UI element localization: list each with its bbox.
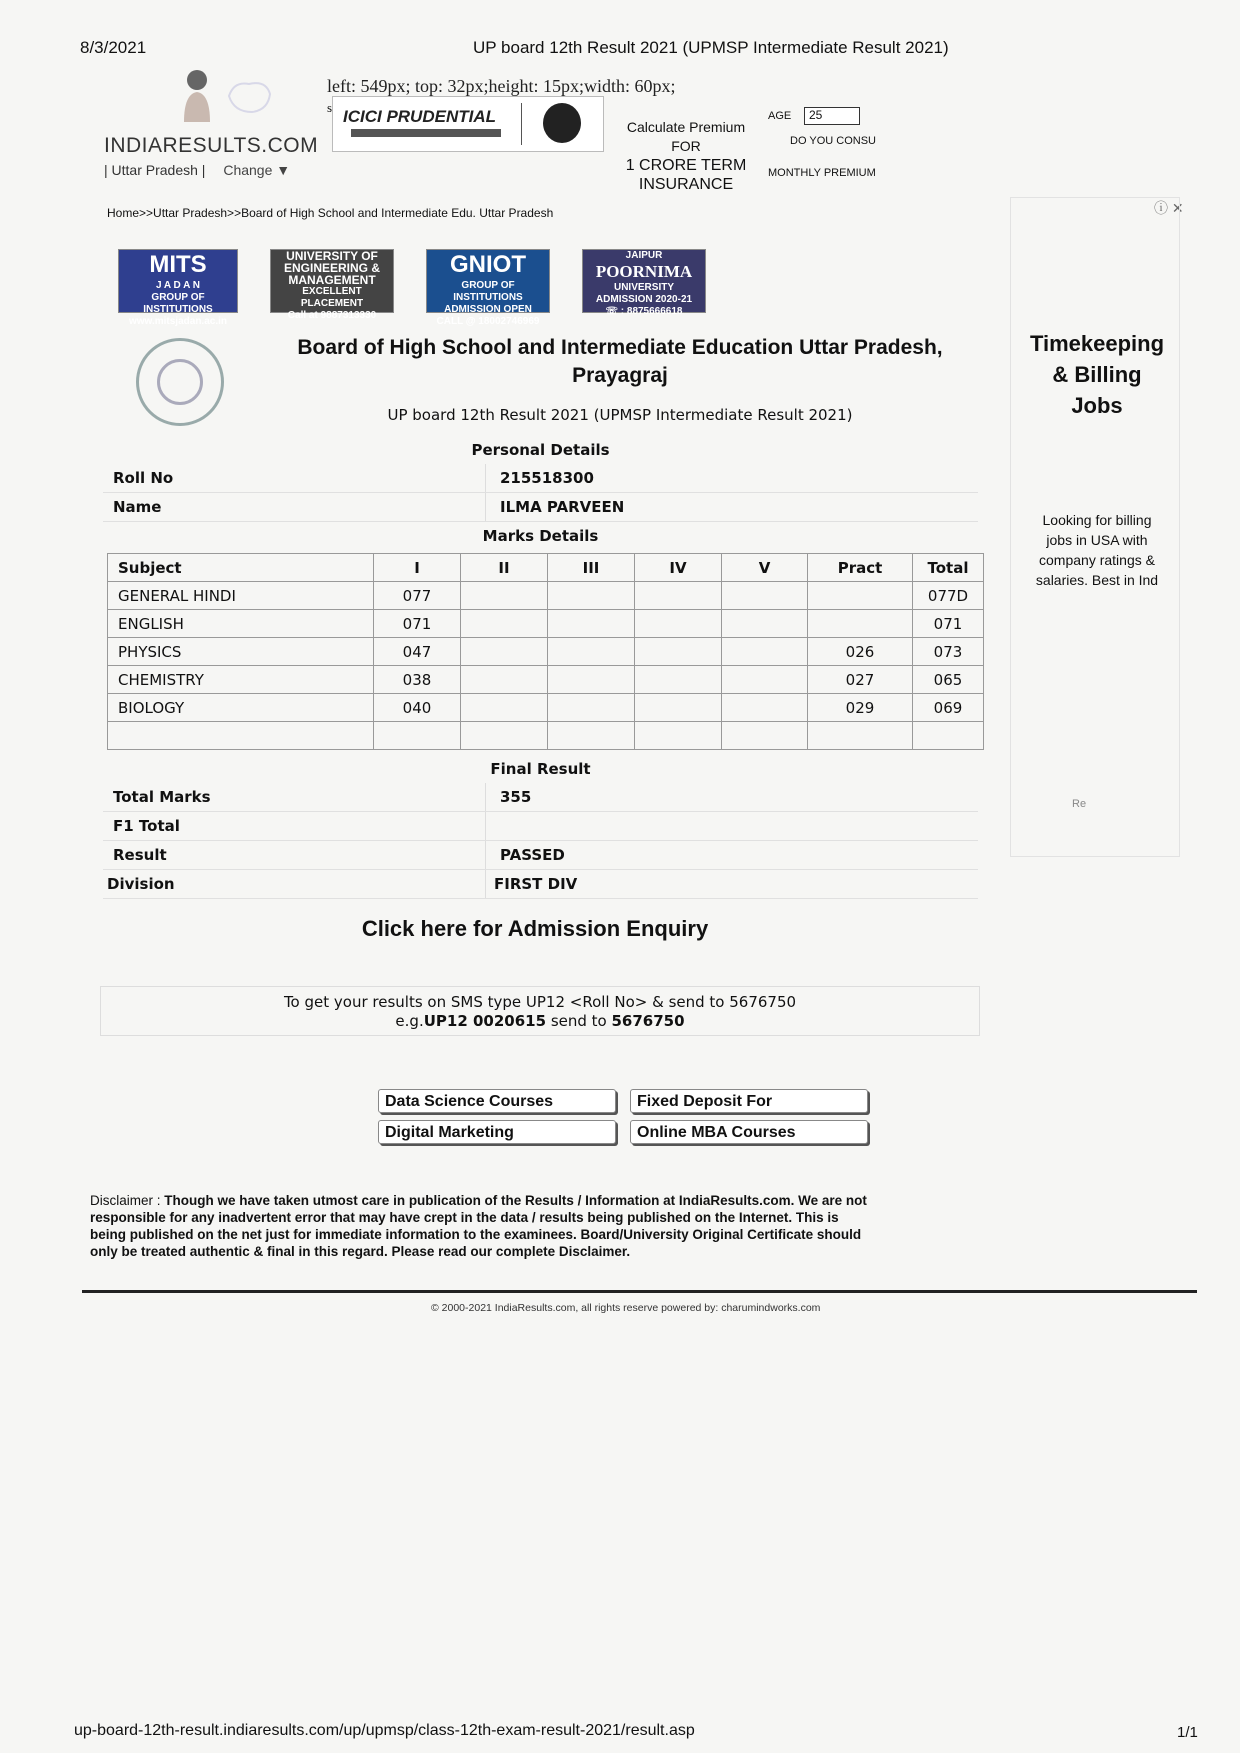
roll-row bbox=[103, 464, 978, 493]
ad-title-line3: Jobs bbox=[1071, 393, 1123, 418]
mark-cell bbox=[461, 638, 548, 666]
table-row bbox=[108, 638, 984, 666]
result-row bbox=[103, 841, 978, 870]
inst-sub: ADMISSION 2020-21 bbox=[595, 294, 693, 305]
disclaimer-label: Disclaimer : bbox=[90, 1193, 165, 1208]
inst-sub: MANAGEMENT bbox=[288, 273, 376, 287]
poornima-banner[interactable] bbox=[582, 249, 706, 317]
col-header: IV bbox=[635, 554, 722, 582]
online-mba-courses-button[interactable]: Online MBA Courses bbox=[630, 1120, 868, 1144]
calc-line2: 1 CRORE TERM bbox=[625, 157, 747, 174]
mark-cell bbox=[722, 694, 808, 722]
mark-cell bbox=[548, 722, 635, 750]
icici-brand: ICICI PRUDENTIAL bbox=[343, 107, 496, 126]
inst-sub: JAIPUR bbox=[625, 250, 663, 261]
marks-header-row bbox=[108, 554, 984, 582]
total-cell: 077D bbox=[913, 582, 984, 610]
inst-sub: UNIVERSITY bbox=[613, 282, 674, 293]
col-header: I bbox=[374, 554, 461, 582]
f1-label: F1 Total bbox=[113, 817, 180, 835]
mark-cell bbox=[722, 638, 808, 666]
subject-cell: PHYSICS bbox=[108, 638, 374, 666]
gniot-banner[interactable] bbox=[426, 249, 550, 327]
mark-cell bbox=[635, 722, 722, 750]
mark-cell: 029 bbox=[808, 694, 913, 722]
inst-sub: ☏ : 8875666618 bbox=[605, 306, 683, 317]
result-subtitle: UP board 12th Result 2021 (UPMSP Intermediate Result 2021) bbox=[387, 406, 853, 424]
fixed-deposit-button[interactable]: Fixed Deposit For bbox=[630, 1089, 868, 1113]
mark-cell bbox=[722, 722, 808, 750]
total-cell: 071 bbox=[913, 610, 984, 638]
stray-css-text: left: 549px; top: 32px;height: 15px;width: 60px; bbox=[327, 76, 676, 96]
mark-cell bbox=[461, 722, 548, 750]
marks-table bbox=[107, 553, 984, 750]
mark-cell bbox=[548, 694, 635, 722]
ad-footer: Re bbox=[1072, 798, 1087, 810]
mark-cell bbox=[548, 666, 635, 694]
name-value: ILMA PARVEEN bbox=[485, 493, 624, 521]
board-title-line2: Prayagraj bbox=[572, 364, 668, 387]
mark-cell bbox=[808, 610, 913, 638]
final-result bbox=[103, 755, 978, 899]
mark-cell bbox=[374, 722, 461, 750]
sms-eg-code: UP12 0020615 bbox=[423, 1012, 547, 1030]
mark-cell bbox=[635, 610, 722, 638]
sms-example bbox=[101, 1012, 979, 1031]
total-cell: 073 bbox=[913, 638, 984, 666]
state-selector bbox=[104, 162, 290, 178]
inst-sub: www.mitsjadan.ac.in bbox=[129, 316, 227, 327]
subject-cell: CHEMISTRY bbox=[108, 666, 374, 694]
inst-sub: GROUP OF INSTITUTIONS bbox=[143, 292, 213, 315]
f1-row bbox=[103, 812, 978, 841]
total-label: Total Marks bbox=[113, 788, 211, 806]
col-header: Total bbox=[913, 554, 984, 582]
inst-main: POORNIMA bbox=[595, 262, 693, 281]
personal-details bbox=[103, 436, 978, 550]
total-cell: 065 bbox=[913, 666, 984, 694]
roll-label: Roll No bbox=[113, 469, 174, 487]
print-date: 8/3/2021 bbox=[80, 38, 147, 57]
ad-choices-icon[interactable]: ⓘ ✕ bbox=[1154, 200, 1184, 216]
sms-eg-mid: send to bbox=[546, 1012, 612, 1030]
name-label: Name bbox=[113, 498, 162, 516]
table-row bbox=[108, 722, 984, 750]
total-row bbox=[103, 783, 978, 812]
mark-cell bbox=[635, 638, 722, 666]
print-url: up-board-12th-result.indiaresults.com/up/upmsp/class-12th-exam-result-2021/result.asp bbox=[74, 1722, 695, 1739]
ad-title-line1: Timekeeping bbox=[1029, 331, 1165, 356]
state-map-icon bbox=[224, 76, 274, 116]
ad-title-line2: & Billing bbox=[1052, 362, 1142, 387]
mark-cell bbox=[635, 582, 722, 610]
name-row bbox=[103, 493, 978, 522]
result-value: PASSED bbox=[485, 841, 565, 869]
subject-cell: GENERAL HINDI bbox=[108, 582, 374, 610]
division-label: Division bbox=[107, 875, 175, 893]
inst-sub: ENGINEERING & bbox=[283, 261, 380, 275]
mark-cell bbox=[461, 610, 548, 638]
calc-line3: INSURANCE bbox=[638, 176, 734, 193]
monthly-premium-label: MONTHLY PREMIUM bbox=[768, 167, 876, 179]
premium-calculator-text bbox=[618, 118, 754, 194]
inst-sub: J A D A N bbox=[155, 280, 201, 291]
col-header: Subject bbox=[108, 554, 374, 582]
board-seal bbox=[136, 338, 224, 426]
col-header: V bbox=[722, 554, 808, 582]
mark-cell: 038 bbox=[374, 666, 461, 694]
table-row bbox=[108, 610, 984, 638]
calc-line1: Calculate Premium FOR bbox=[626, 119, 746, 154]
mark-cell: 026 bbox=[808, 638, 913, 666]
age-label: AGE bbox=[768, 110, 792, 122]
mark-cell bbox=[722, 666, 808, 694]
sms-info-box bbox=[100, 986, 980, 1036]
mark-cell bbox=[635, 694, 722, 722]
person-logo-icon bbox=[180, 70, 214, 122]
total-value: 355 bbox=[485, 783, 531, 811]
mark-cell bbox=[461, 694, 548, 722]
mark-cell bbox=[461, 666, 548, 694]
subject-cell: BIOLOGY bbox=[108, 694, 374, 722]
inst-sub: GROUP OF INSTITUTIONS bbox=[453, 280, 523, 303]
mark-cell: 040 bbox=[374, 694, 461, 722]
footer-divider bbox=[82, 1290, 1197, 1293]
personal-heading: Personal Details bbox=[471, 441, 610, 459]
copyright: © 2000-2021 IndiaResults.com, all rights reserve powered by: charumindworks.com bbox=[431, 1302, 821, 1314]
consume-label[interactable]: DO YOU CONSU bbox=[790, 135, 876, 147]
mark-cell bbox=[722, 610, 808, 638]
subject-cell: ENGLISH bbox=[108, 610, 374, 638]
board-title bbox=[290, 334, 950, 390]
marks-heading: Marks Details bbox=[482, 527, 599, 545]
inst-sub: ADMISSION OPEN bbox=[444, 304, 532, 315]
total-cell: 069 bbox=[913, 694, 984, 722]
mark-cell bbox=[722, 582, 808, 610]
mark-cell: 027 bbox=[808, 666, 913, 694]
admission-enquiry-link[interactable]: Click here for Admission Enquiry bbox=[361, 916, 709, 941]
breadcrumb[interactable]: Home>>Uttar Pradesh>>Board of High School and Intermediate Edu. Uttar Pradesh bbox=[107, 206, 554, 220]
roll-value: 215518300 bbox=[485, 464, 594, 492]
col-header: II bbox=[461, 554, 548, 582]
logo-text: INDIARESULTS.COM bbox=[104, 134, 319, 157]
inst-main: UNIVERSITY OF bbox=[286, 249, 378, 263]
board-title-line1: Board of High School and Intermediate Education Uttar Pradesh, bbox=[297, 336, 943, 359]
total-cell bbox=[913, 722, 984, 750]
disclaimer-text: Though we have taken utmost care in publication of the Results / Information at IndiaResults.com. We are not responsible for any inadvertent error that may have crept in the data / results being published on the Internet. This is being published on the net just for immediate information to the examinees. Board/University Original Certificate should only be treated authentic & final in this regard. Please read our complete Disclaimer. bbox=[90, 1193, 867, 1259]
icici-tagline-bar bbox=[351, 129, 501, 137]
data-science-courses-button[interactable]: Data Science Courses bbox=[378, 1089, 616, 1113]
uem-banner[interactable] bbox=[270, 249, 394, 321]
site-logo[interactable] bbox=[102, 70, 319, 180]
sms-instructions: To get your results on SMS type UP12 <Roll No> & send to 5676750 bbox=[283, 993, 797, 1011]
ad-divider bbox=[521, 103, 522, 145]
mark-cell bbox=[548, 638, 635, 666]
mark-cell bbox=[461, 582, 548, 610]
inst-sub: Call at 9887313330 bbox=[287, 310, 377, 321]
division-value: FIRST DIV bbox=[485, 870, 577, 898]
mark-cell bbox=[548, 582, 635, 610]
mark-cell bbox=[808, 722, 913, 750]
inst-main: GNIOT bbox=[450, 251, 526, 278]
shield-icon bbox=[543, 103, 581, 143]
inst-main: MITS bbox=[149, 251, 207, 278]
stray-css-text-2: s bbox=[327, 100, 333, 115]
sms-eg-number: 5676750 bbox=[611, 1012, 685, 1030]
table-row bbox=[108, 666, 984, 694]
age-input[interactable]: 25 bbox=[804, 107, 860, 125]
mark-cell bbox=[635, 666, 722, 694]
print-page-number: 1/1 bbox=[1177, 1724, 1198, 1741]
print-title: UP board 12th Result 2021 (UPMSP Intermediate Result 2021) bbox=[473, 38, 949, 57]
col-header: Pract bbox=[808, 554, 913, 582]
f1-value bbox=[485, 812, 500, 840]
ad-body: Looking for billing jobs in USA with company ratings & salaries. Best in Ind bbox=[1035, 512, 1159, 588]
inst-sub: EXCELLENT PLACEMENT bbox=[300, 286, 364, 309]
state-name: | Uttar Pradesh | bbox=[104, 162, 206, 178]
mark-cell: 077 bbox=[374, 582, 461, 610]
division-row bbox=[103, 870, 978, 899]
mark-cell: 071 bbox=[374, 610, 461, 638]
table-row bbox=[108, 694, 984, 722]
sms-eg-prefix: e.g. bbox=[395, 1012, 424, 1030]
subject-cell bbox=[108, 722, 374, 750]
final-heading: Final Result bbox=[490, 760, 591, 778]
table-row bbox=[108, 582, 984, 610]
digital-marketing-button[interactable]: Digital Marketing bbox=[378, 1120, 616, 1144]
col-header: III bbox=[548, 554, 635, 582]
seal-emblem bbox=[157, 359, 203, 405]
ad-title[interactable] bbox=[1022, 328, 1172, 421]
insurance-ad-banner[interactable] bbox=[332, 96, 604, 152]
result-label: Result bbox=[113, 846, 167, 864]
mark-cell bbox=[808, 582, 913, 610]
mits-banner[interactable] bbox=[118, 249, 238, 327]
disclaimer bbox=[90, 1192, 875, 1260]
mark-cell: 047 bbox=[374, 638, 461, 666]
mark-cell bbox=[548, 610, 635, 638]
inst-sub: CALL @ 18002746969 bbox=[436, 316, 540, 327]
change-state-link[interactable]: Change ▼ bbox=[223, 162, 291, 178]
